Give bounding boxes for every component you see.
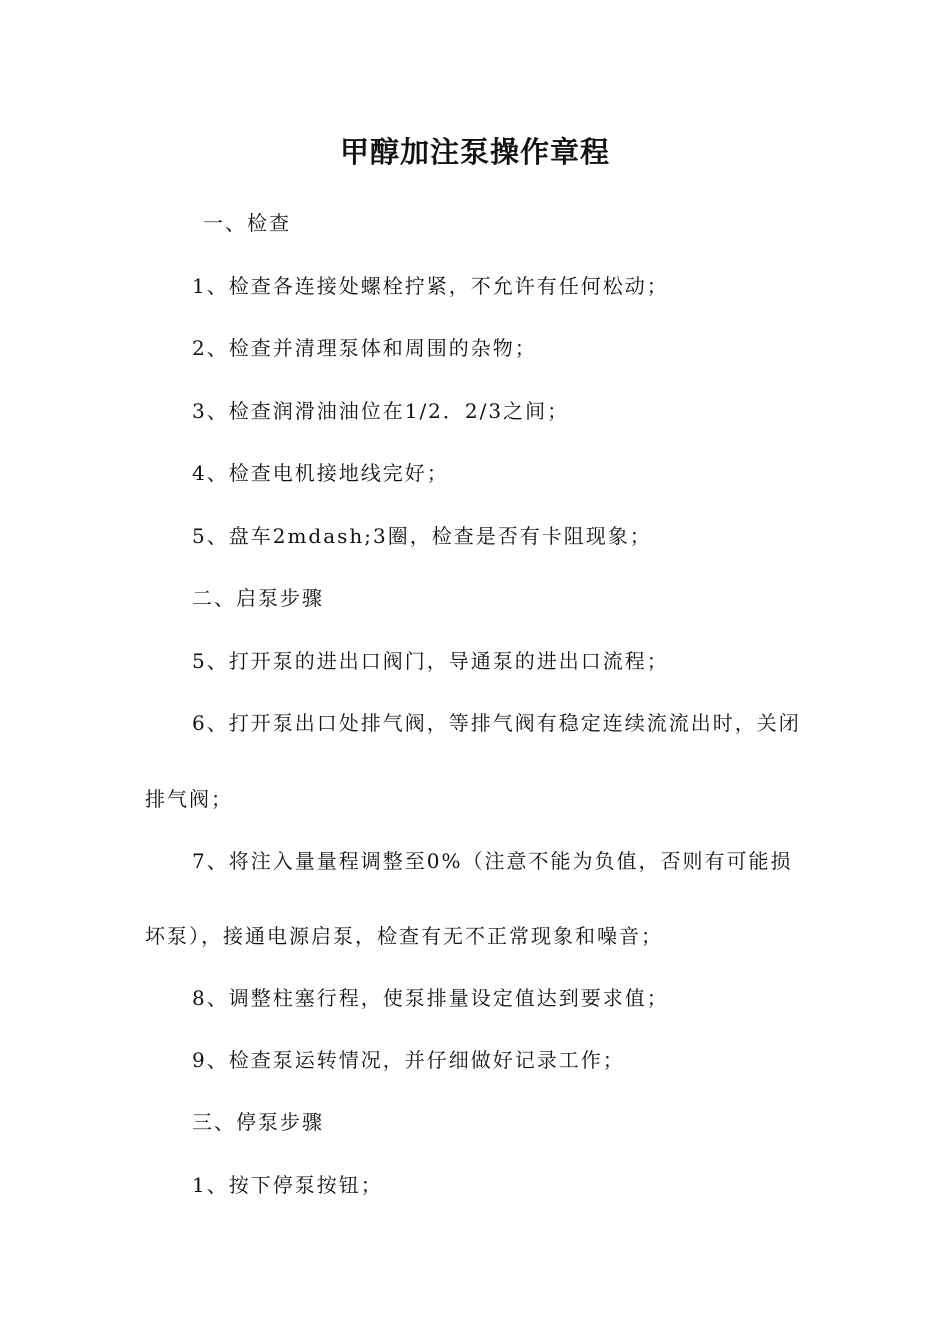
paragraph-continuation: 排气阀；	[145, 787, 233, 811]
section-heading-start: 二、启泵步骤	[192, 586, 324, 610]
paragraph-line: 5、打开泵的进出口阀门，导通泵的进出口流程；	[192, 649, 669, 673]
paragraph-line: 2、检查并清理泵体和周围的杂物；	[192, 336, 537, 360]
paragraph-line: 4、检查电机接地线完好；	[192, 461, 449, 485]
paragraph-line: 7、将注入量量程调整至0%（注意不能为负值，否则有可能损	[192, 849, 793, 873]
paragraph-line: 6、打开泵出口处排气阀，等排气阀有稳定连续流流出时，关闭	[192, 711, 801, 735]
section-heading-stop: 三、停泵步骤	[192, 1110, 324, 1134]
paragraph-line: 1、检查各连接处螺栓拧紧，不允许有任何松动；	[192, 274, 669, 298]
paragraph-line: 8、调整柱塞行程，使泵排量设定值达到要求值；	[192, 986, 669, 1010]
paragraph-line: 9、检查泵运转情况，并仔细做好记录工作；	[192, 1048, 625, 1072]
paragraph-line: 5、盘车2mdash;3圈，检查是否有卡阻现象；	[192, 524, 652, 548]
paragraph-line: 3、检查润滑油油位在1/2．2/3之间；	[192, 399, 570, 423]
section-heading-check: 一、检查	[203, 211, 291, 235]
paragraph-continuation: 坏泵），接通电源启泵，检查有无不正常现象和噪音；	[145, 924, 663, 948]
paragraph-line: 1、按下停泵按钮；	[192, 1173, 383, 1197]
document-title: 甲醇加注泵操作章程	[339, 135, 610, 169]
